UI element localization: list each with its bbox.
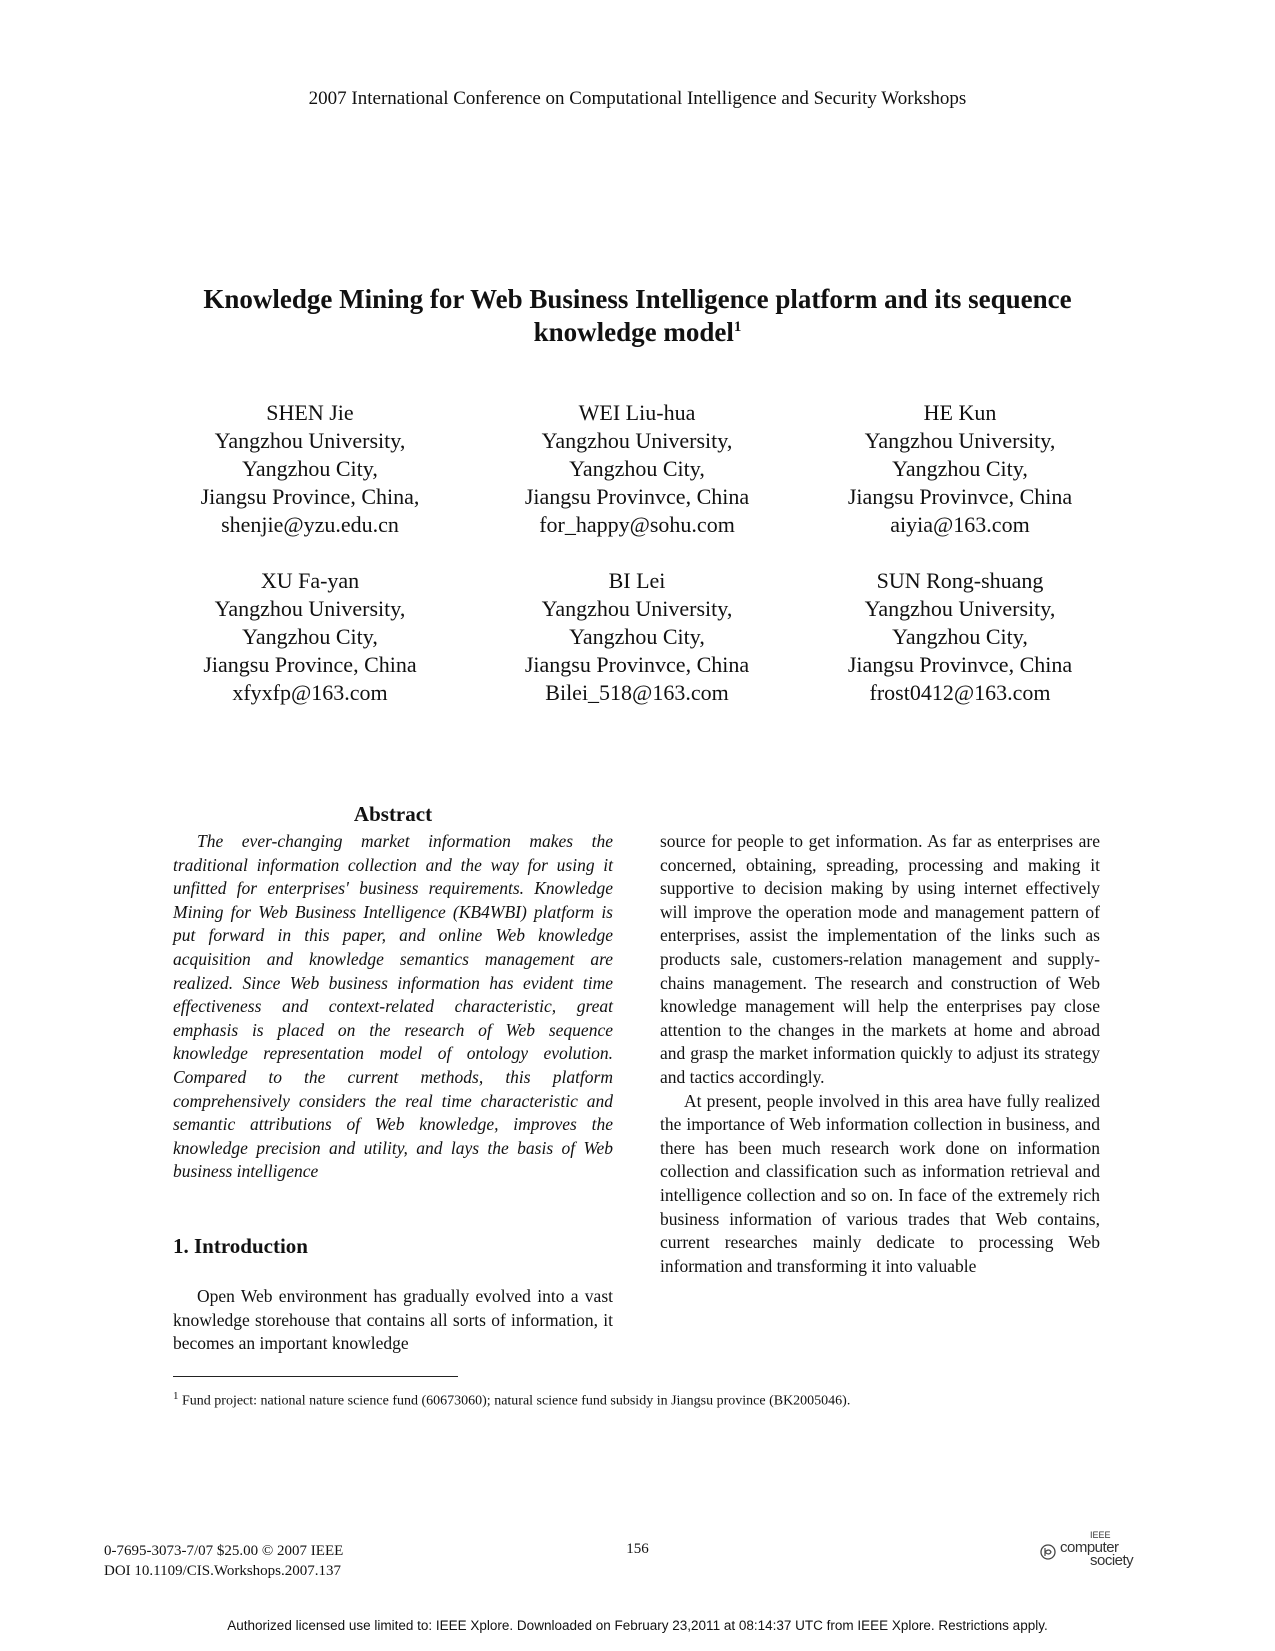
author-affiliation: Yangzhou University,	[864, 428, 1056, 453]
author-email: Bilei_518@163.com	[545, 680, 729, 705]
author-city: Yangzhou City,	[892, 624, 1028, 649]
author-city: Yangzhou City,	[569, 456, 705, 481]
author-block	[150, 399, 470, 539]
author-province: Jiangsu Province, China	[203, 652, 417, 677]
ieee-computer-society-logo	[1038, 1530, 1148, 1570]
footnote	[173, 1390, 850, 1410]
section-heading-introduction: 1. Introduction	[173, 1234, 308, 1258]
author-block	[800, 399, 1120, 539]
author-name: SHEN Jie	[266, 400, 354, 425]
author-name: BI Lei	[608, 568, 666, 593]
author-email: xfyxfp@163.com	[232, 680, 388, 705]
paper-title	[140, 283, 1135, 349]
author-block	[477, 567, 797, 707]
logo-computer-text: computer	[1060, 1539, 1119, 1556]
right-column	[660, 830, 1100, 1278]
abstract-body	[173, 830, 613, 1184]
author-name: WEI Liu-hua	[578, 400, 696, 425]
abstract-heading: Abstract	[353, 802, 433, 826]
isbn-copyright: 0-7695-3073-7/07 $25.00 © 2007 IEEE	[104, 1543, 344, 1559]
author-city: Yangzhou City,	[242, 456, 378, 481]
author-province: Jiangsu Provinvce, China	[524, 652, 750, 677]
title-footnote-mark: 1	[733, 319, 742, 335]
computer-society-logo-icon	[1040, 1544, 1056, 1560]
introduction-paragraph: At present, people involved in this area have fully realized the importance of Web information collection in business, and there has been much research work done on information collection and classification such as information retrieval and intelligence collection and so on. In face of the extremely rich business information of various trades that Web contains, current researches mainly dedicate to processing Web information and transforming it into valuable	[660, 1090, 1100, 1276]
introduction-body-left	[173, 1285, 613, 1356]
author-province: Jiangsu Provinvce, China	[847, 484, 1073, 509]
footnote-text: Fund project: national nature science fund (60673060); natural science fund subsidy in Jiangsu province (BK2005046).	[182, 1393, 851, 1409]
footnote-mark: 1	[173, 1390, 179, 1402]
author-affiliation: Yangzhou University,	[214, 596, 406, 621]
page-number: 156	[626, 1541, 649, 1557]
doi: DOI 10.1109/CIS.Workshops.2007.137	[104, 1563, 341, 1579]
author-email: shenjie@yzu.edu.cn	[221, 512, 399, 537]
conference-header: 2007 International Conference on Computational Intelligence and Security Workshops	[308, 88, 967, 109]
publication-info	[104, 1541, 343, 1581]
paper-title-text: Knowledge Mining for Web Business Intelligence platform and its sequence knowledge model	[203, 284, 1072, 347]
author-city: Yangzhou City,	[569, 624, 705, 649]
author-email: for_happy@sohu.com	[539, 512, 735, 537]
abstract-text: The ever-changing market information makes the traditional information collection and the way for using it unfitted for enterprises' business requirements. Knowledge Mining for Web Business Intelligence (KB4WBI) platform is put forward in this paper, and online Web knowledge acquisition and knowledge semantics management are realized. Since Web business information has evident time effectiveness and context-related characteristic, great emphasis is placed on the research of Web sequence knowledge representation model of ontology evolution. Compared to the current methods, this platform comprehensively considers the real time characteristic and semantic attributions of Web knowledge, improves the knowledge precision and utility, and lays the basis of Web business intelligence	[173, 831, 613, 1182]
author-block	[150, 567, 470, 707]
author-province: Jiangsu Province, China,	[200, 484, 420, 509]
author-affiliation: Yangzhou University,	[541, 596, 733, 621]
logo-society-text: society	[1090, 1552, 1134, 1569]
author-block	[477, 399, 797, 539]
author-affiliation: Yangzhou University,	[541, 428, 733, 453]
author-block	[800, 567, 1120, 707]
author-province: Jiangsu Provinvce, China	[524, 484, 750, 509]
author-name: HE Kun	[923, 400, 997, 425]
author-province: Jiangsu Provinvce, China	[847, 652, 1073, 677]
author-affiliation: Yangzhou University,	[214, 428, 406, 453]
license-notice: Authorized licensed use limited to: IEEE Xplore. Downloaded on February 23,2011 at 08:14:37 UTC from IEEE Xplore. Restrictions apply.	[227, 1618, 1048, 1633]
author-city: Yangzhou City,	[892, 456, 1028, 481]
logo-ieee-text: IEEE	[1090, 1530, 1111, 1540]
author-email: frost0412@163.com	[869, 680, 1051, 705]
introduction-paragraph-continued: source for people to get information. As far as enterprises are concerned, obtaining, spreading, processing and making it supportive to decision making by using internet effectively will improve the operation mode and management pattern of enterprises, assist the implementation of the links such as products sale, customers-relation management and supply-chains management. The research and construction of Web knowledge management will help the enterprises pay close attention to the changes in the markets at home and abroad and grasp the market information quickly to adjust its strategy and tactics accordingly.	[660, 831, 1100, 1087]
author-name: SUN Rong-shuang	[876, 568, 1044, 593]
footnote-divider	[173, 1376, 458, 1377]
introduction-paragraph: Open Web environment has gradually evolved into a vast knowledge storehouse that contains all sorts of information, it becomes an important knowledge	[173, 1286, 613, 1354]
author-name: XU Fa-yan	[260, 568, 360, 593]
author-email: aiyia@163.com	[890, 512, 1030, 537]
author-affiliation: Yangzhou University,	[864, 596, 1056, 621]
author-city: Yangzhou City,	[242, 624, 378, 649]
